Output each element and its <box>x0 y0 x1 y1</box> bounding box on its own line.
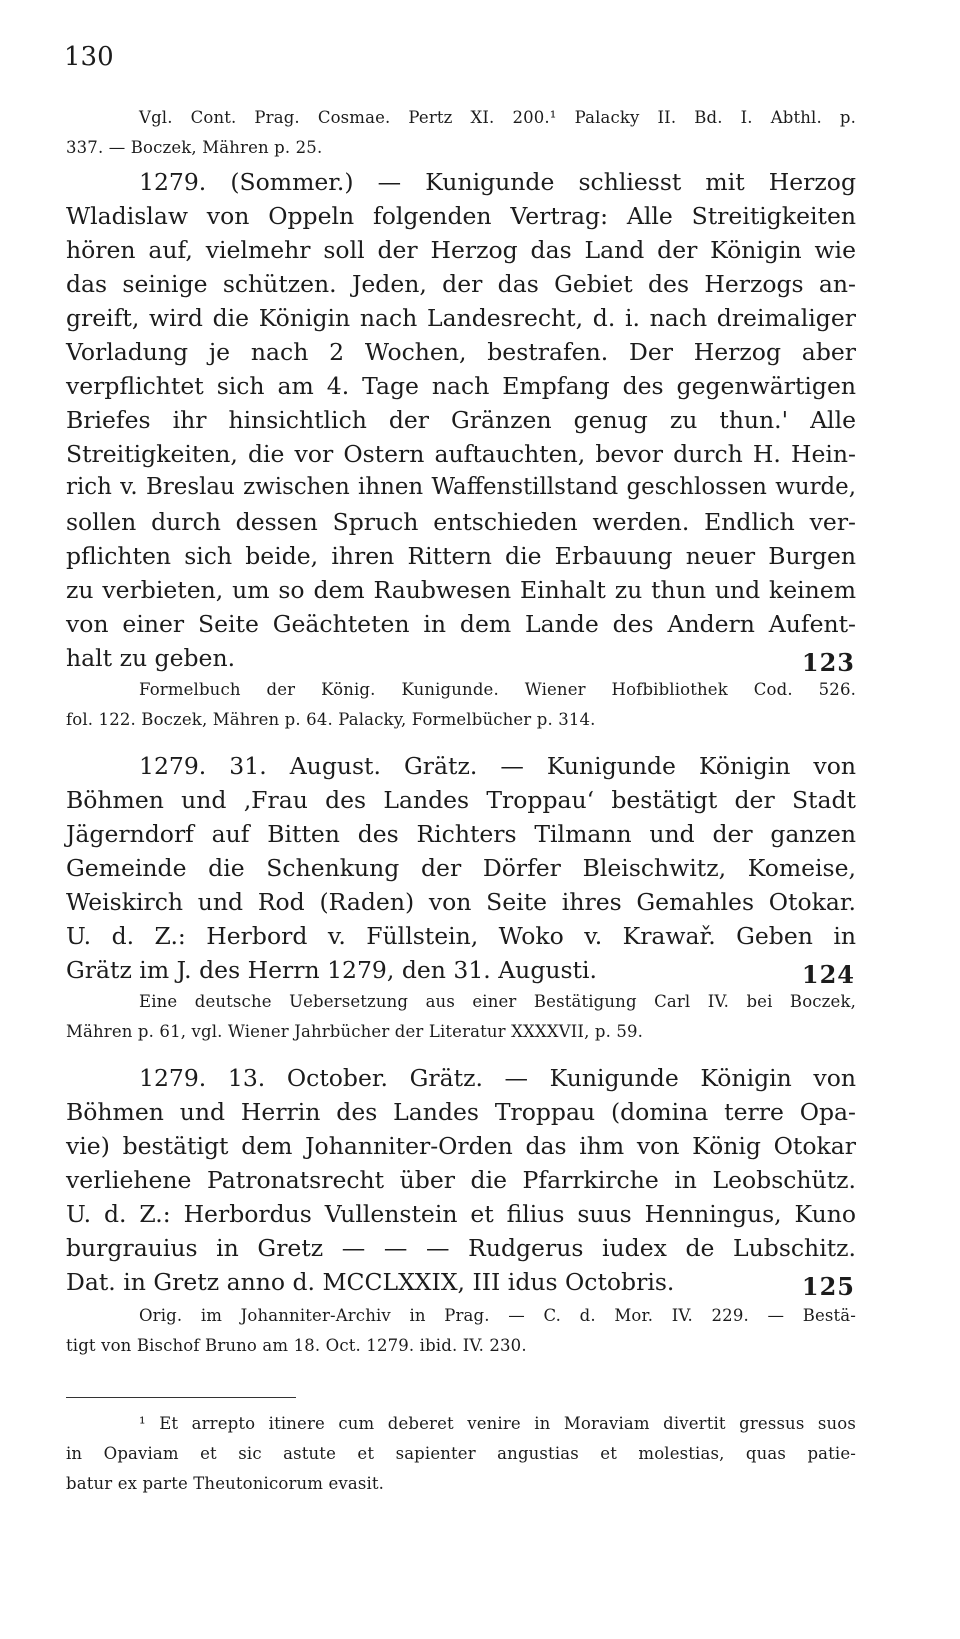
entry-line: das seinige schützen. Jeden, der das Gebiet des Herzogs an- <box>66 270 856 298</box>
footnote-line: batur ex parte Theutonicorum evasit. <box>66 1474 385 1493</box>
entry-line: U. d. Z.: Herbordus Vullenstein et filius suus Henningus, Kuno <box>66 1200 856 1228</box>
page-number: 130 <box>64 42 114 72</box>
citation-line: 337. — Boczek, Mähren p. 25. <box>66 138 323 157</box>
entry-line: Briefes ihr hinsichtlich der Gränzen genug zu thun.' Alle <box>66 406 856 434</box>
entry-line: Gemeinde die Schenkung der Dörfer Bleischwitz, Komeise, <box>66 854 856 882</box>
citation-line: fol. 122. Boczek, Mähren p. 64. Palacky, Formelbücher p. 314. <box>66 710 596 729</box>
entry-line: greift, wird die Königin nach Landesrecht, d. i. nach dreimaliger <box>66 304 856 332</box>
citation-line: Mähren p. 61, vgl. Wiener Jahrbücher der Literatur XXXXVII, p. 59. <box>66 1022 644 1041</box>
entry-line: 1279. 31. August. Grätz. — Kunigunde Königin von <box>139 752 856 780</box>
entry-line: Streitigkeiten, die vor Ostern auftauchten, bevor durch H. Hein- <box>66 440 856 468</box>
entry-line: 1279. (Sommer.) — Kunigunde schliesst mit Herzog <box>139 168 856 196</box>
entry-line: Grätz im J. des Herrn 1279, den 31. Augusti. <box>66 956 597 984</box>
entry-line: Böhmen und Herrin des Landes Troppau (domina terre Opa- <box>66 1098 856 1126</box>
entry-line: burgrauius in Gretz — — — Rudgerus iudex de Lubschitz. <box>66 1234 856 1262</box>
entry-line: Jägerndorf auf Bitten des Richters Tilmann und der ganzen <box>66 820 856 848</box>
citation-line: Vgl. Cont. Prag. Cosmae. Pertz XI. 200.¹ Palacky II. Bd. I. Abthl. p. <box>139 108 856 127</box>
entry-line: halt zu geben. <box>66 644 236 672</box>
entry-line: Böhmen und ‚Frau des Landes Troppau‘ bestätigt der Stadt <box>66 786 856 814</box>
entry-line: Vorladung je nach 2 Wochen, bestrafen. Der Herzog aber <box>66 338 856 366</box>
entry-line: Wladislaw von Oppeln folgenden Vertrag: Alle Streitigkeiten <box>66 202 856 230</box>
entry-number: 125 <box>801 1272 855 1301</box>
entry-line: rich v. Breslau zwischen ihnen Waffenstillstand geschlossen wurde, <box>66 474 856 500</box>
citation-line: Formelbuch der König. Kunigunde. Wiener Hofbibliothek Cod. 526. <box>139 680 856 699</box>
entry-line: U. d. Z.: Herbord v. Füllstein, Woko v. Krawař. Geben in <box>66 922 856 950</box>
entry-line: zu verbieten, um so dem Raubwesen Einhalt zu thun und keinem <box>66 576 856 604</box>
entry-number: 124 <box>801 960 855 989</box>
entry-line: hören auf, vielmehr soll der Herzog das Land der Königin wie <box>66 236 856 264</box>
entry-line: 1279. 13. October. Grätz. — Kunigunde Königin von <box>139 1064 856 1092</box>
entry-line: verpflichtet sich am 4. Tage nach Empfang des gegenwärtigen <box>66 372 856 400</box>
entry-line: Dat. in Gretz anno d. MCCLXXIX, III idus Octobris. <box>66 1268 675 1296</box>
entry-line: Weiskirch und Rod (Raden) von Seite ihres Gemahles Otokar. <box>66 888 856 916</box>
footnote-line: ¹ Et arrepto itinere cum deberet venire in Moraviam divertit gressus suos <box>139 1414 856 1433</box>
entry-number: 123 <box>801 648 855 677</box>
citation-line: Orig. im Johanniter-Archiv in Prag. — C. d. Mor. IV. 229. — Bestä- <box>139 1306 856 1325</box>
footnote-line: in Opaviam et sic astute et sapienter angustias et molestias, quas patie- <box>66 1444 856 1463</box>
footnote-divider <box>66 1397 296 1398</box>
entry-line: vie) bestätigt dem Johanniter-Orden das ihm von König Otokar <box>66 1132 856 1160</box>
citation-line: Eine deutsche Uebersetzung aus einer Bestätigung Carl IV. bei Boczek, <box>139 992 856 1011</box>
entry-line: verliehene Patronatsrecht über die Pfarrkirche in Leobschütz. <box>66 1166 856 1194</box>
entry-line: von einer Seite Geächteten in dem Lande des Andern Aufent- <box>66 610 856 638</box>
citation-line: tigt von Bischof Bruno am 18. Oct. 1279. ibid. IV. 230. <box>66 1336 527 1355</box>
entry-line: sollen durch dessen Spruch entschieden werden. Endlich ver- <box>66 508 856 536</box>
entry-line: pflichten sich beide, ihren Rittern die Erbauung neuer Burgen <box>66 542 856 570</box>
